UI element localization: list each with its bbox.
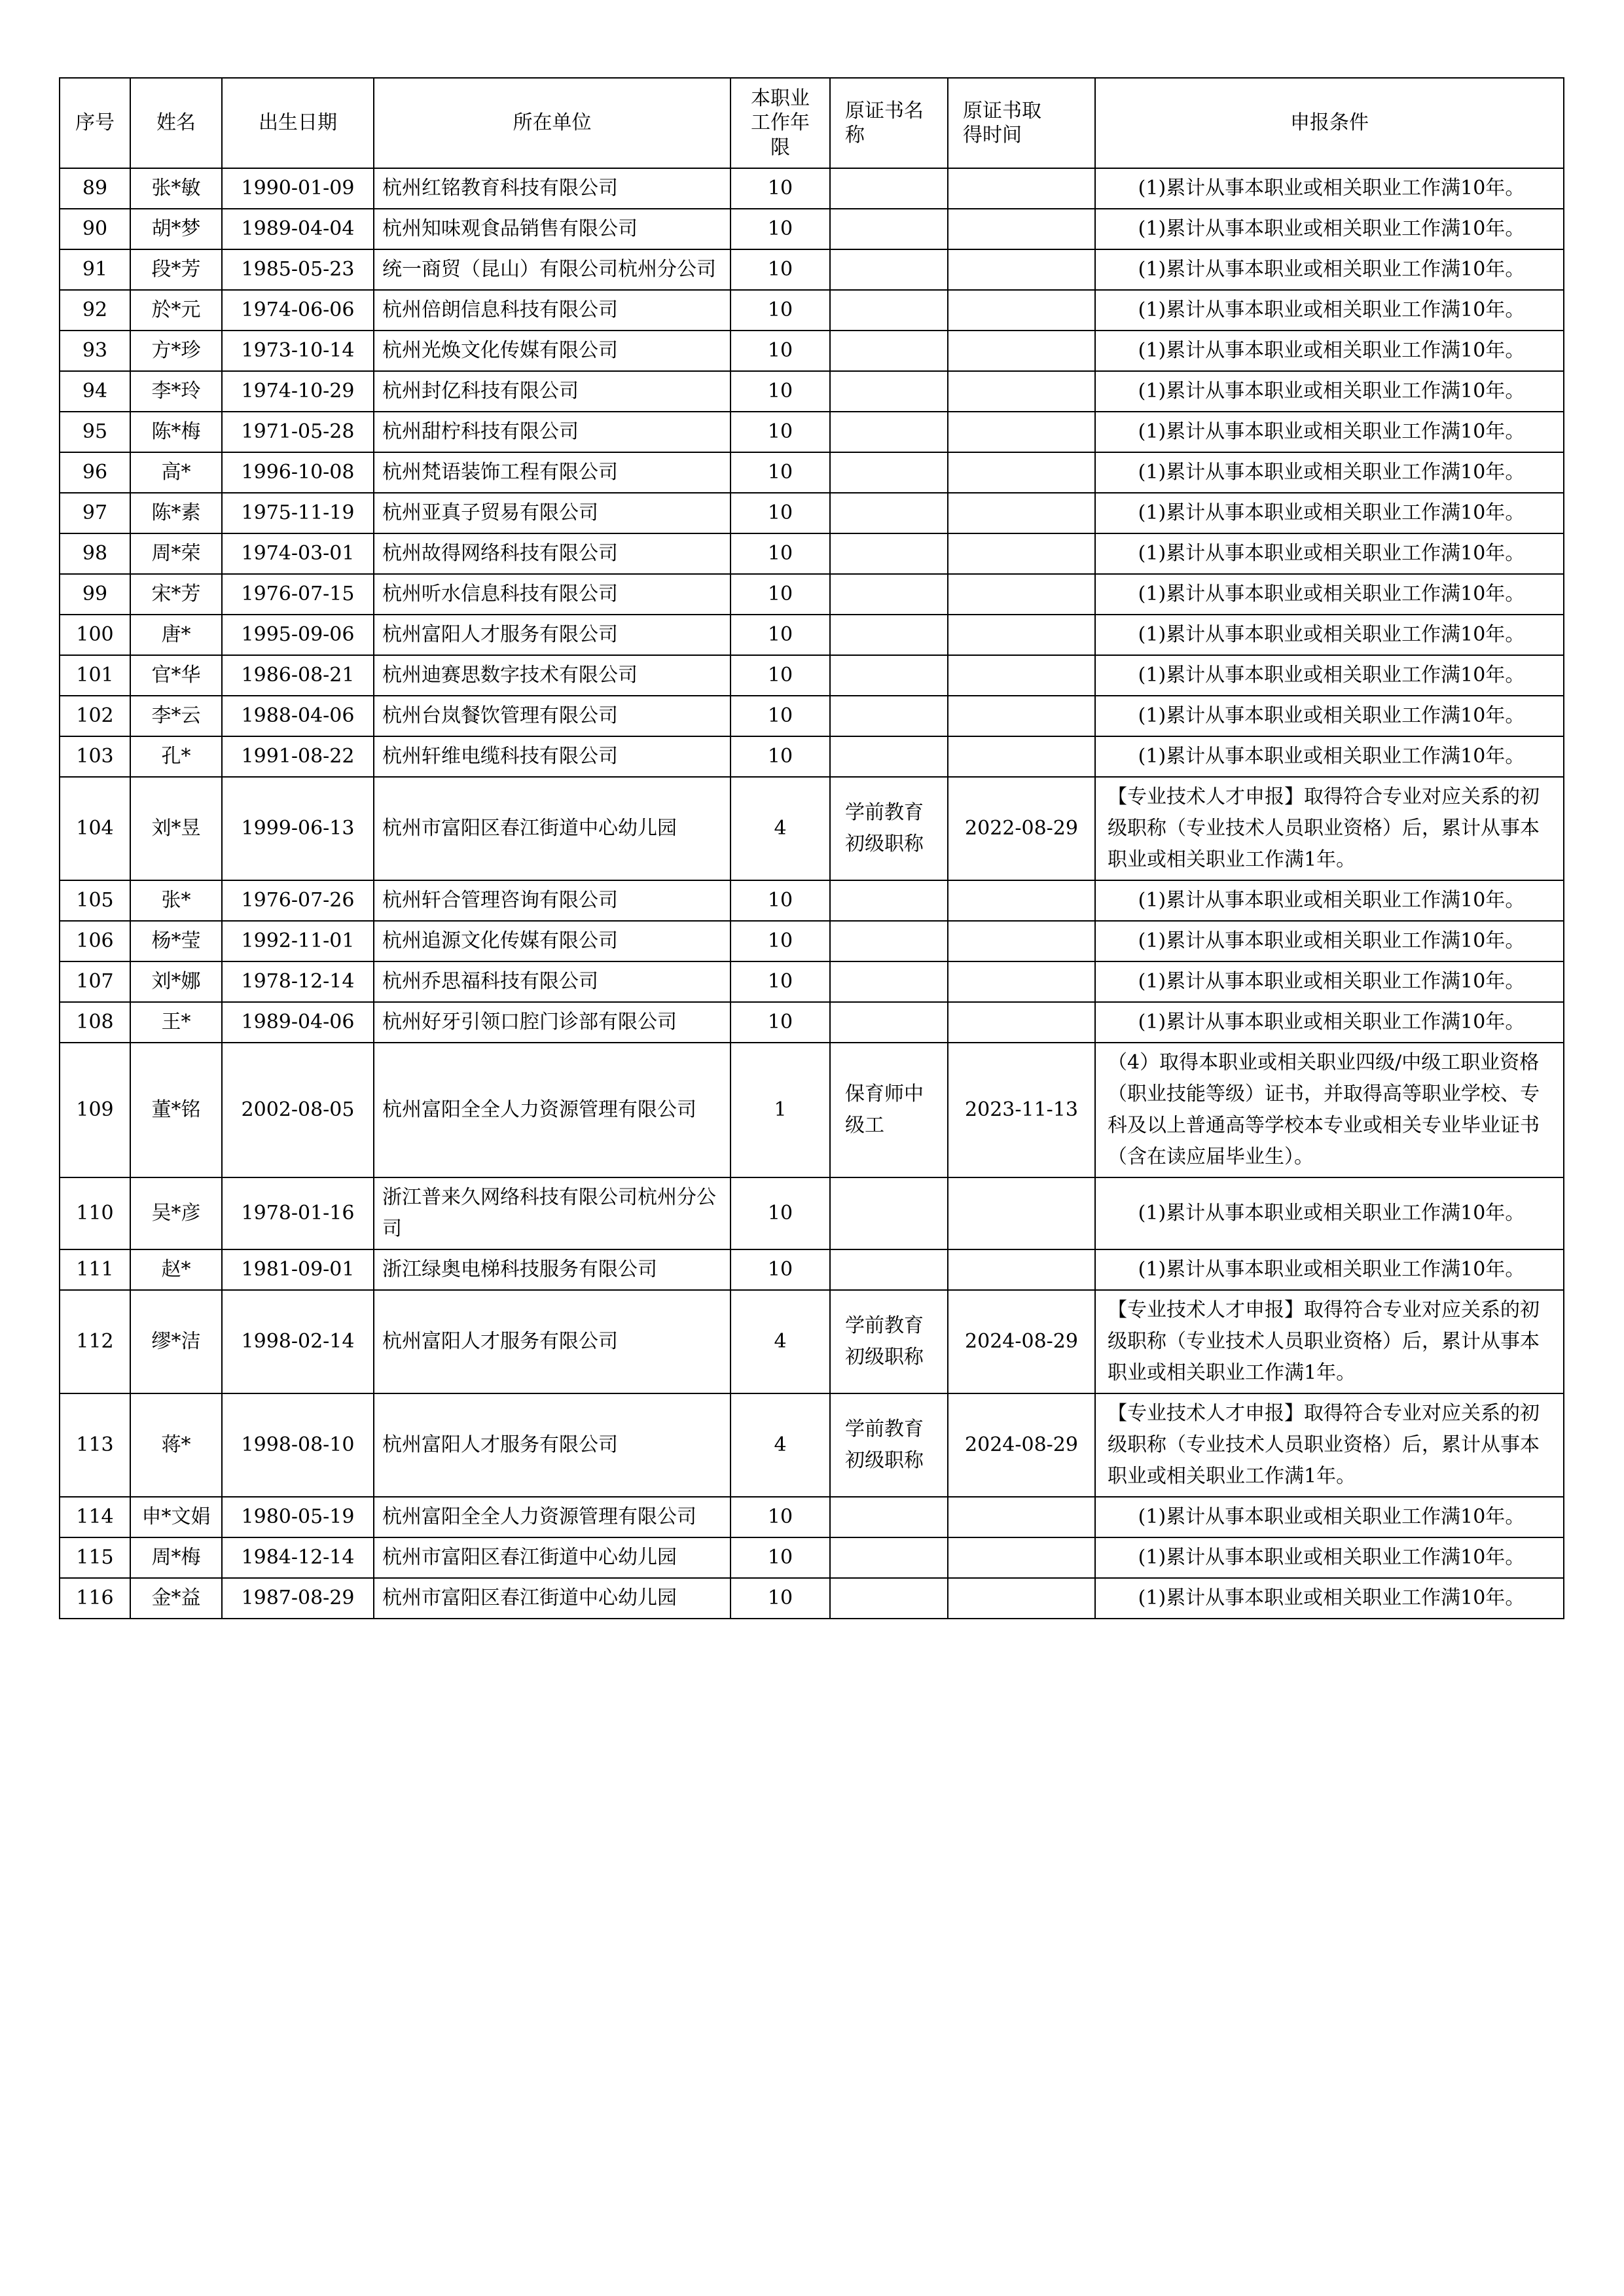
header-unit: 所在单位 bbox=[374, 78, 731, 168]
table-row bbox=[60, 880, 1564, 921]
cell-cert-date bbox=[948, 574, 1095, 615]
cell-cert-date bbox=[948, 493, 1095, 533]
cell-birth-date: 1976-07-26 bbox=[222, 880, 374, 921]
cell-cert-name bbox=[830, 1537, 948, 1578]
table-row bbox=[60, 412, 1564, 452]
cell-birth-date: 1985-05-23 bbox=[222, 249, 374, 290]
cell-birth-date: 1989-04-06 bbox=[222, 1002, 374, 1043]
cell-name: 李*云 bbox=[130, 696, 222, 736]
cell-birth-date: 1973-10-14 bbox=[222, 331, 374, 371]
header-years: 本职业工作年限 bbox=[731, 78, 830, 168]
cell-condition: (1)累计从事本职业或相关职业工作满10年。 bbox=[1095, 1497, 1564, 1537]
cell-name: 唐* bbox=[130, 615, 222, 655]
cell-name: 张*敏 bbox=[130, 168, 222, 209]
cell-cert-name bbox=[830, 961, 948, 1002]
cell-work-years: 10 bbox=[731, 880, 830, 921]
cell-work-years: 10 bbox=[731, 921, 830, 961]
cell-work-years: 10 bbox=[731, 696, 830, 736]
table-row bbox=[60, 493, 1564, 533]
cell-birth-date: 1984-12-14 bbox=[222, 1537, 374, 1578]
cell-name: 董*铭 bbox=[130, 1043, 222, 1177]
cell-unit: 杭州光焕文化传媒有限公司 bbox=[374, 331, 731, 371]
cell-cert-date bbox=[948, 168, 1095, 209]
cell-cert-name bbox=[830, 1002, 948, 1043]
table-row bbox=[60, 168, 1564, 209]
cell-condition: (1)累计从事本职业或相关职业工作满10年。 bbox=[1095, 1578, 1564, 1619]
cell-name: 孔* bbox=[130, 736, 222, 777]
table-row bbox=[60, 533, 1564, 574]
cell-condition: (1)累计从事本职业或相关职业工作满10年。 bbox=[1095, 655, 1564, 696]
cell-cert-name bbox=[830, 1177, 948, 1249]
cell-condition: (1)累计从事本职业或相关职业工作满10年。 bbox=[1095, 168, 1564, 209]
cell-name: 宋*芳 bbox=[130, 574, 222, 615]
cell-condition: (1)累计从事本职业或相关职业工作满10年。 bbox=[1095, 696, 1564, 736]
cell-cert-date bbox=[948, 209, 1095, 249]
cell-name: 李*玲 bbox=[130, 371, 222, 412]
cell-cert-name bbox=[830, 290, 948, 331]
cell-seq: 95 bbox=[60, 412, 130, 452]
cell-unit: 杭州好牙引领口腔门诊部有限公司 bbox=[374, 1002, 731, 1043]
cell-cert-name bbox=[830, 615, 948, 655]
cell-name: 周*荣 bbox=[130, 533, 222, 574]
cell-birth-date: 1987-08-29 bbox=[222, 1578, 374, 1619]
cell-unit: 杭州轩合管理咨询有限公司 bbox=[374, 880, 731, 921]
cell-condition: (1)累计从事本职业或相关职业工作满10年。 bbox=[1095, 961, 1564, 1002]
cell-cert-date bbox=[948, 696, 1095, 736]
cell-seq: 109 bbox=[60, 1043, 130, 1177]
cell-cert-date bbox=[948, 533, 1095, 574]
table-row bbox=[60, 1578, 1564, 1619]
cell-condition: (1)累计从事本职业或相关职业工作满10年。 bbox=[1095, 1002, 1564, 1043]
cell-work-years: 10 bbox=[731, 533, 830, 574]
cell-cert-name bbox=[830, 168, 948, 209]
cell-unit: 杭州富阳人才服务有限公司 bbox=[374, 1290, 731, 1393]
cell-seq: 90 bbox=[60, 209, 130, 249]
table-row bbox=[60, 371, 1564, 412]
cell-unit: 杭州富阳全全人力资源管理有限公司 bbox=[374, 1043, 731, 1177]
cell-unit: 杭州封亿科技有限公司 bbox=[374, 371, 731, 412]
cell-condition: (1)累计从事本职业或相关职业工作满10年。 bbox=[1095, 209, 1564, 249]
cell-unit: 杭州富阳全全人力资源管理有限公司 bbox=[374, 1497, 731, 1537]
cell-work-years: 10 bbox=[731, 1249, 830, 1290]
cell-unit: 浙江绿奥电梯科技服务有限公司 bbox=[374, 1249, 731, 1290]
cell-cert-date bbox=[948, 736, 1095, 777]
cell-unit: 浙江普来久网络科技有限公司杭州分公司 bbox=[374, 1177, 731, 1249]
cell-seq: 93 bbox=[60, 331, 130, 371]
table-row bbox=[60, 736, 1564, 777]
cell-seq: 96 bbox=[60, 452, 130, 493]
cell-cert-date bbox=[948, 452, 1095, 493]
cell-cert-date bbox=[948, 1497, 1095, 1537]
cell-cert-date bbox=[948, 961, 1095, 1002]
table-row bbox=[60, 331, 1564, 371]
cell-cert-name bbox=[830, 696, 948, 736]
cell-work-years: 4 bbox=[731, 1290, 830, 1393]
cell-work-years: 10 bbox=[731, 371, 830, 412]
table-row bbox=[60, 1177, 1564, 1249]
header-row bbox=[60, 78, 1564, 168]
cell-unit: 杭州市富阳区春江街道中心幼儿园 bbox=[374, 1578, 731, 1619]
cell-cert-name bbox=[830, 371, 948, 412]
cell-work-years: 10 bbox=[731, 168, 830, 209]
cell-condition: 【专业技术人才申报】取得符合专业对应关系的初级职称（专业技术人员职业资格）后，累计从事本职业或相关职业工作满1年。 bbox=[1095, 1290, 1564, 1393]
cell-seq: 116 bbox=[60, 1578, 130, 1619]
cell-cert-date bbox=[948, 1177, 1095, 1249]
cell-name: 高* bbox=[130, 452, 222, 493]
cell-work-years: 10 bbox=[731, 615, 830, 655]
cell-cert-name bbox=[830, 452, 948, 493]
cell-seq: 104 bbox=[60, 777, 130, 880]
cell-name: 陈*梅 bbox=[130, 412, 222, 452]
cell-cert-name: 学前教育初级职称 bbox=[830, 777, 948, 880]
cell-unit: 杭州市富阳区春江街道中心幼儿园 bbox=[374, 1537, 731, 1578]
cell-name: 方*珍 bbox=[130, 331, 222, 371]
cell-seq: 101 bbox=[60, 655, 130, 696]
cell-seq: 103 bbox=[60, 736, 130, 777]
cell-work-years: 10 bbox=[731, 1578, 830, 1619]
cell-condition: (1)累计从事本职业或相关职业工作满10年。 bbox=[1095, 452, 1564, 493]
cell-work-years: 10 bbox=[731, 655, 830, 696]
cell-cert-date: 2024-08-29 bbox=[948, 1290, 1095, 1393]
cell-condition: (1)累计从事本职业或相关职业工作满10年。 bbox=[1095, 331, 1564, 371]
table-row bbox=[60, 452, 1564, 493]
cell-birth-date: 1978-12-14 bbox=[222, 961, 374, 1002]
cell-seq: 94 bbox=[60, 371, 130, 412]
table-row bbox=[60, 696, 1564, 736]
cell-seq: 100 bbox=[60, 615, 130, 655]
cell-cert-date: 2023-11-13 bbox=[948, 1043, 1095, 1177]
cell-cert-date bbox=[948, 331, 1095, 371]
cell-name: 申*文娟 bbox=[130, 1497, 222, 1537]
table-row bbox=[60, 1290, 1564, 1393]
cell-unit: 杭州台岚餐饮管理有限公司 bbox=[374, 696, 731, 736]
cell-name: 胡*梦 bbox=[130, 209, 222, 249]
cell-seq: 97 bbox=[60, 493, 130, 533]
cell-condition: (1)累计从事本职业或相关职业工作满10年。 bbox=[1095, 412, 1564, 452]
cell-unit: 杭州迪赛思数字技术有限公司 bbox=[374, 655, 731, 696]
cell-birth-date: 1990-01-09 bbox=[222, 168, 374, 209]
cell-name: 段*芳 bbox=[130, 249, 222, 290]
cell-work-years: 10 bbox=[731, 452, 830, 493]
cell-condition: (1)累计从事本职业或相关职业工作满10年。 bbox=[1095, 249, 1564, 290]
cell-unit: 杭州听水信息科技有限公司 bbox=[374, 574, 731, 615]
cell-birth-date: 1971-05-28 bbox=[222, 412, 374, 452]
cell-name: 刘*娜 bbox=[130, 961, 222, 1002]
table-row bbox=[60, 655, 1564, 696]
cell-cert-name bbox=[830, 209, 948, 249]
cell-cert-date bbox=[948, 1002, 1095, 1043]
cell-birth-date: 1995-09-06 bbox=[222, 615, 374, 655]
cell-cert-name bbox=[830, 533, 948, 574]
cell-name: 缪*洁 bbox=[130, 1290, 222, 1393]
cell-work-years: 10 bbox=[731, 1002, 830, 1043]
table-row bbox=[60, 1537, 1564, 1578]
cell-condition: 【专业技术人才申报】取得符合专业对应关系的初级职称（专业技术人员职业资格）后，累计从事本职业或相关职业工作满1年。 bbox=[1095, 1393, 1564, 1497]
cell-unit: 杭州追源文化传媒有限公司 bbox=[374, 921, 731, 961]
cell-birth-date: 1974-10-29 bbox=[222, 371, 374, 412]
cell-cert-date bbox=[948, 615, 1095, 655]
cell-seq: 99 bbox=[60, 574, 130, 615]
cell-name: 陈*素 bbox=[130, 493, 222, 533]
cell-seq: 115 bbox=[60, 1537, 130, 1578]
cell-seq: 91 bbox=[60, 249, 130, 290]
cell-name: 金*益 bbox=[130, 1578, 222, 1619]
cell-seq: 107 bbox=[60, 961, 130, 1002]
cell-cert-name bbox=[830, 1249, 948, 1290]
cell-condition: (1)累计从事本职业或相关职业工作满10年。 bbox=[1095, 493, 1564, 533]
cell-cert-name bbox=[830, 921, 948, 961]
cell-seq: 108 bbox=[60, 1002, 130, 1043]
cell-name: 赵* bbox=[130, 1249, 222, 1290]
table-row bbox=[60, 1249, 1564, 1290]
cell-cert-name bbox=[830, 331, 948, 371]
cell-birth-date: 1998-02-14 bbox=[222, 1290, 374, 1393]
cell-cert-name bbox=[830, 493, 948, 533]
cell-birth-date: 1974-06-06 bbox=[222, 290, 374, 331]
cell-unit: 统一商贸（昆山）有限公司杭州分公司 bbox=[374, 249, 731, 290]
table-row bbox=[60, 921, 1564, 961]
cell-cert-name: 保育师中级工 bbox=[830, 1043, 948, 1177]
cell-condition: (1)累计从事本职业或相关职业工作满10年。 bbox=[1095, 1537, 1564, 1578]
cell-seq: 111 bbox=[60, 1249, 130, 1290]
cell-condition: （4）取得本职业或相关职业四级/中级工职业资格（职业技能等级）证书，并取得高等职业学校、专科及以上普通高等学校本专业或相关专业毕业证书（含在读应届毕业生）。 bbox=[1095, 1043, 1564, 1177]
cell-name: 杨*莹 bbox=[130, 921, 222, 961]
cell-cert-name bbox=[830, 880, 948, 921]
cell-unit: 杭州轩维电缆科技有限公司 bbox=[374, 736, 731, 777]
table-row bbox=[60, 209, 1564, 249]
cell-cert-date bbox=[948, 290, 1095, 331]
cell-cert-name bbox=[830, 1578, 948, 1619]
cell-condition: (1)累计从事本职业或相关职业工作满10年。 bbox=[1095, 371, 1564, 412]
cell-work-years: 4 bbox=[731, 777, 830, 880]
cell-birth-date: 1981-09-01 bbox=[222, 1249, 374, 1290]
cell-condition: (1)累计从事本职业或相关职业工作满10年。 bbox=[1095, 921, 1564, 961]
table-row bbox=[60, 1043, 1564, 1177]
cell-cert-date bbox=[948, 371, 1095, 412]
cell-cert-name: 学前教育初级职称 bbox=[830, 1290, 948, 1393]
cell-work-years: 10 bbox=[731, 209, 830, 249]
cell-unit: 杭州知味观食品销售有限公司 bbox=[374, 209, 731, 249]
cell-work-years: 10 bbox=[731, 290, 830, 331]
cell-condition: 【专业技术人才申报】取得符合专业对应关系的初级职称（专业技术人员职业资格）后，累计从事本职业或相关职业工作满1年。 bbox=[1095, 777, 1564, 880]
cell-work-years: 10 bbox=[731, 412, 830, 452]
cell-unit: 杭州红铭教育科技有限公司 bbox=[374, 168, 731, 209]
cell-unit: 杭州故得网络科技有限公司 bbox=[374, 533, 731, 574]
cell-condition: (1)累计从事本职业或相关职业工作满10年。 bbox=[1095, 1177, 1564, 1249]
cell-birth-date: 1975-11-19 bbox=[222, 493, 374, 533]
cell-cert-name bbox=[830, 574, 948, 615]
cell-seq: 112 bbox=[60, 1290, 130, 1393]
table-row bbox=[60, 1002, 1564, 1043]
cell-birth-date: 1999-06-13 bbox=[222, 777, 374, 880]
cell-work-years: 10 bbox=[731, 1537, 830, 1578]
cell-birth-date: 1986-08-21 bbox=[222, 655, 374, 696]
cell-seq: 110 bbox=[60, 1177, 130, 1249]
cell-cert-name bbox=[830, 655, 948, 696]
cell-unit: 杭州亚真子贸易有限公司 bbox=[374, 493, 731, 533]
applicant-table bbox=[59, 77, 1564, 1619]
cell-seq: 113 bbox=[60, 1393, 130, 1497]
cell-condition: (1)累计从事本职业或相关职业工作满10年。 bbox=[1095, 574, 1564, 615]
header-birth: 出生日期 bbox=[222, 78, 374, 168]
header-condition: 申报条件 bbox=[1095, 78, 1564, 168]
cell-condition: (1)累计从事本职业或相关职业工作满10年。 bbox=[1095, 1249, 1564, 1290]
cell-birth-date: 1996-10-08 bbox=[222, 452, 374, 493]
table-row bbox=[60, 615, 1564, 655]
cell-work-years: 10 bbox=[731, 249, 830, 290]
cell-cert-date bbox=[948, 249, 1095, 290]
cell-cert-name bbox=[830, 1497, 948, 1537]
cell-birth-date: 1976-07-15 bbox=[222, 574, 374, 615]
cell-unit: 杭州富阳人才服务有限公司 bbox=[374, 1393, 731, 1497]
cell-condition: (1)累计从事本职业或相关职业工作满10年。 bbox=[1095, 615, 1564, 655]
cell-birth-date: 1974-03-01 bbox=[222, 533, 374, 574]
cell-cert-date bbox=[948, 1578, 1095, 1619]
cell-cert-date bbox=[948, 655, 1095, 696]
cell-name: 蒋* bbox=[130, 1393, 222, 1497]
cell-unit: 杭州倍朗信息科技有限公司 bbox=[374, 290, 731, 331]
table-row bbox=[60, 249, 1564, 290]
cell-condition: (1)累计从事本职业或相关职业工作满10年。 bbox=[1095, 880, 1564, 921]
cell-condition: (1)累计从事本职业或相关职业工作满10年。 bbox=[1095, 533, 1564, 574]
cell-cert-name bbox=[830, 736, 948, 777]
cell-birth-date: 1988-04-06 bbox=[222, 696, 374, 736]
cell-work-years: 10 bbox=[731, 961, 830, 1002]
cell-birth-date: 1980-05-19 bbox=[222, 1497, 374, 1537]
cell-name: 张* bbox=[130, 880, 222, 921]
table-row bbox=[60, 1497, 1564, 1537]
cell-work-years: 10 bbox=[731, 331, 830, 371]
cell-unit: 杭州梵语装饰工程有限公司 bbox=[374, 452, 731, 493]
cell-work-years: 10 bbox=[731, 1497, 830, 1537]
cell-name: 吴*彦 bbox=[130, 1177, 222, 1249]
cell-birth-date: 1978-01-16 bbox=[222, 1177, 374, 1249]
table-row bbox=[60, 1393, 1564, 1497]
cell-work-years: 10 bbox=[731, 493, 830, 533]
cell-name: 王* bbox=[130, 1002, 222, 1043]
cell-cert-date: 2024-08-29 bbox=[948, 1393, 1095, 1497]
header-cert-date: 原证书取得时间 bbox=[948, 78, 1095, 168]
cell-birth-date: 1991-08-22 bbox=[222, 736, 374, 777]
cell-seq: 92 bbox=[60, 290, 130, 331]
cell-seq: 89 bbox=[60, 168, 130, 209]
cell-unit: 杭州甜柠科技有限公司 bbox=[374, 412, 731, 452]
cell-seq: 106 bbox=[60, 921, 130, 961]
cell-unit: 杭州富阳人才服务有限公司 bbox=[374, 615, 731, 655]
cell-birth-date: 1989-04-04 bbox=[222, 209, 374, 249]
cell-birth-date: 1998-08-10 bbox=[222, 1393, 374, 1497]
table-body bbox=[60, 168, 1564, 1619]
header-cert-name: 原证书名称 bbox=[830, 78, 948, 168]
cell-seq: 114 bbox=[60, 1497, 130, 1537]
cell-seq: 105 bbox=[60, 880, 130, 921]
cell-cert-name: 学前教育初级职称 bbox=[830, 1393, 948, 1497]
cell-unit: 杭州市富阳区春江街道中心幼儿园 bbox=[374, 777, 731, 880]
table-row bbox=[60, 961, 1564, 1002]
cell-name: 官*华 bbox=[130, 655, 222, 696]
cell-unit: 杭州乔思福科技有限公司 bbox=[374, 961, 731, 1002]
cell-work-years: 10 bbox=[731, 736, 830, 777]
header-seq: 序号 bbox=[60, 78, 130, 168]
cell-cert-name bbox=[830, 412, 948, 452]
cell-cert-date bbox=[948, 1249, 1095, 1290]
cell-cert-date bbox=[948, 921, 1095, 961]
cell-work-years: 10 bbox=[731, 1177, 830, 1249]
table-row bbox=[60, 777, 1564, 880]
cell-cert-date bbox=[948, 1537, 1095, 1578]
cell-birth-date: 1992-11-01 bbox=[222, 921, 374, 961]
cell-work-years: 4 bbox=[731, 1393, 830, 1497]
cell-work-years: 1 bbox=[731, 1043, 830, 1177]
cell-cert-name bbox=[830, 249, 948, 290]
cell-cert-date bbox=[948, 880, 1095, 921]
cell-name: 於*元 bbox=[130, 290, 222, 331]
header-name: 姓名 bbox=[130, 78, 222, 168]
cell-condition: (1)累计从事本职业或相关职业工作满10年。 bbox=[1095, 290, 1564, 331]
cell-name: 周*梅 bbox=[130, 1537, 222, 1578]
cell-birth-date: 2002-08-05 bbox=[222, 1043, 374, 1177]
table-row bbox=[60, 290, 1564, 331]
cell-seq: 102 bbox=[60, 696, 130, 736]
cell-cert-date bbox=[948, 412, 1095, 452]
cell-condition: (1)累计从事本职业或相关职业工作满10年。 bbox=[1095, 736, 1564, 777]
cell-work-years: 10 bbox=[731, 574, 830, 615]
cell-seq: 98 bbox=[60, 533, 130, 574]
cell-name: 刘*昱 bbox=[130, 777, 222, 880]
table-row bbox=[60, 574, 1564, 615]
cell-cert-date: 2022-08-29 bbox=[948, 777, 1095, 880]
